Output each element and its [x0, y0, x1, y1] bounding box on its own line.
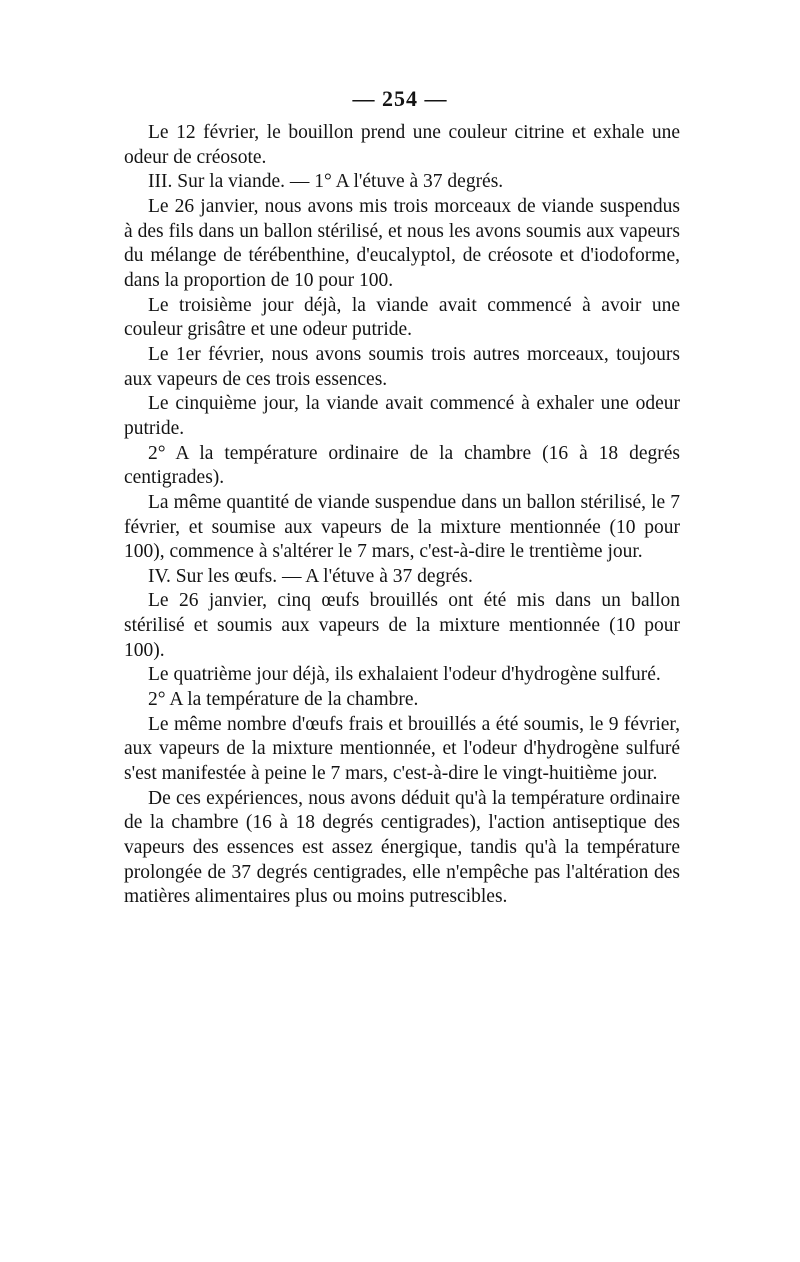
- paragraph-2-heading-viande: III. Sur la viande. — 1° A l'étuve à 37 degrés.: [148, 171, 504, 193]
- body-text: [124, 121, 680, 910]
- paragraph-3: Le 26 janvier, nous avons mis trois morceaux de viande suspendus à des fils dans un ballon stérilisé, et nous les avons soumis aux vapeurs du mélange de térébenthine, d'eucalyptol, de créosote et d'iodoforme, dans la proportion de 10 pour 100.: [124, 195, 680, 291]
- page-number: — 254 —: [352, 86, 448, 111]
- paragraph-10: Le 26 janvier, cinq œufs brouillés ont été mis dans un ballon stérilisé et soumis aux vapeurs de la mixture mentionnée (10 pour 100).: [124, 590, 680, 661]
- paragraph-9-heading-oeufs: IV. Sur les œufs. — A l'étuve à 37 degrés.: [148, 565, 473, 587]
- paragraph-7: 2° A la température ordinaire de la chambre (16 à 18 degrés centigrades).: [124, 442, 680, 489]
- paragraph-4: Le troisième jour déjà, la viande avait commencé à avoir une couleur grisâtre et une odeur putride.: [124, 294, 680, 341]
- paragraph-8: La même quantité de viande suspendue dans un ballon stérilisé, le 7 février, et soumise aux vapeurs de la mixture mentionnée (10 pour 100), commence à s'altérer le 7 mars, c'est-à-dire le trentième jour.: [124, 491, 680, 563]
- paragraph-13: Le même nombre d'œufs frais et brouillés a été soumis, le 9 février, aux vapeurs de la mixture mentionnée, et l'odeur d'hydrogène sulfuré s'est manifestée à peine le 7 mars, c'est-à-dire le vingt-huitième jour.: [124, 713, 680, 785]
- paragraph-11: Le quatrième jour déjà, ils exhalaient l'odeur d'hydrogène sulfuré.: [148, 664, 661, 686]
- paragraph-14-conclusion: De ces expériences, nous avons déduit qu'à la température ordinaire de la chambre (16 à 18 degrés centigrades), l'action antiseptique des vapeurs des essences est assez énergique, tandis qu'à la température prolongée de 37 degrés centigrades, elle n'empêche pas l'altération des matières alimentaires plus ou moins putrescibles.: [124, 787, 680, 908]
- paragraph-5: Le 1er février, nous avons soumis trois autres morceaux, toujours aux vapeurs de ces trois essences.: [124, 343, 680, 390]
- paragraph-1: Le 12 février, le bouillon prend une couleur citrine et exhale une odeur de créosote.: [124, 122, 680, 168]
- paragraph-6: Le cinquième jour, la viande avait commencé à exhaler une odeur putride.: [124, 393, 680, 439]
- paragraph-12: 2° A la température de la chambre.: [148, 689, 419, 711]
